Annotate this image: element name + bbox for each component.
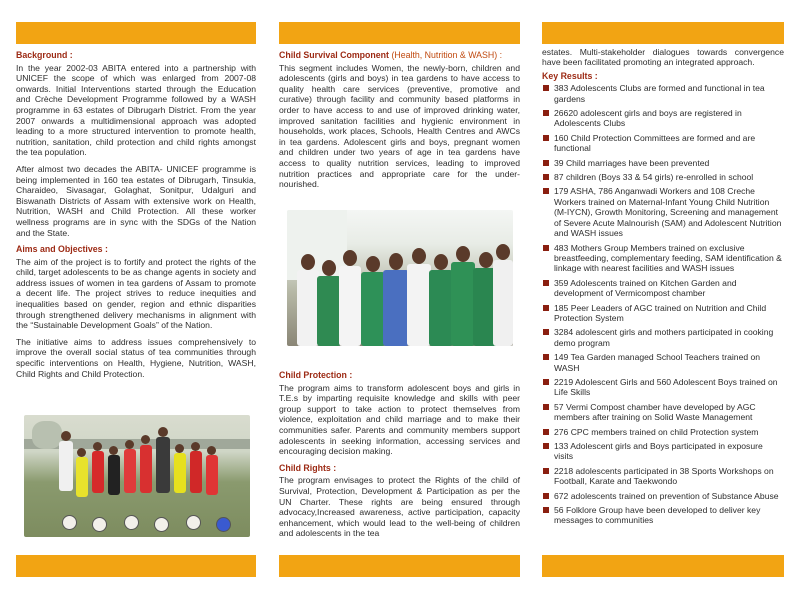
list-item: 179 ASHA, 786 Anganwadi Workers and 108 Creche Workers trained on Maternal-Infant Young Child Nutrition (M-IYCN), Growth Monitoring, Screening and management of Severe Acute Malnourish (SAM) and Adolescent Nutrition and WASH issues xyxy=(542,186,784,238)
list-item: 2219 Adolescent Girls and 560 Adolescent Boys trained on Life Skills xyxy=(542,377,784,398)
list-item: 185 Peer Leaders of AGC trained on Nutrition and Child Protection System xyxy=(542,303,784,324)
panel-middle xyxy=(279,0,520,600)
list-item: 57 Vermi Compost chamber have developed by AGC members after training on Solid Waste Management xyxy=(542,402,784,423)
list-item: 672 adolescents trained on prevention of Substance Abuse xyxy=(542,491,784,501)
top-accent-bar xyxy=(542,22,784,44)
bottom-accent-bar xyxy=(542,555,784,577)
aims-paragraph-2: The initiative aims to address issues comprehensively to improve the overall social status of tea communities through specific interventions on Health, Hygiene, Nutrition, WASH, Child Rights and Child Protection. xyxy=(16,336,256,379)
panel-left xyxy=(16,0,256,600)
child-rights-paragraph: The program envisages to protect the Rights of the child of Survival, Protection, Development & Participation as per the UN Charter. These rights are being ensured through advocacy,Increased awareness, active participation, capacity enhancement, which would lead to the well-being of children and adolescents in the tea xyxy=(279,475,520,539)
panel-right xyxy=(542,0,784,600)
background-heading: Background : xyxy=(16,50,73,60)
child-survival-heading: Child Survival Component (Health, Nutrition & WASH) : xyxy=(279,50,503,60)
child-protection-heading: Child Protection : xyxy=(279,370,353,380)
list-item: 359 Adolescents trained on Kitchen Garden and development of Vermicompost chamber xyxy=(542,278,784,299)
right-column-content xyxy=(542,47,784,530)
aims-paragraph-1: The aim of the project is to fortify and protect the rights of the child, target adolescents to be as change agents in society and address issues of women in tea gardens of Assam to promote a decent life. The project strives to reduce inequities and inequalities based on gender, region and ethnic disparities through strengthened delivery mechanisms in alignment with the “Sustainable Development Goals” of the Nation. xyxy=(16,256,256,331)
child-survival-paragraph: This segment includes Women, the newly-born, children and adolescents (girls and boys) in tea gardens to have access to quality health care services (preventive, promotive and curative) through facility and community based platforms in order to have access to and use of improved drinking water, improved sanitation facilities and hygienic environment in households, work places, Schools, Health Centres and AWCs in tea gardens. Adolescent girls and boys, pregnant women and children under two years of age in tea gardens have access to quality nutrition services, leading to improved nutrition practices and appropriate care for the under-nourished. xyxy=(279,62,520,190)
bottom-accent-bar xyxy=(279,555,520,577)
top-accent-bar xyxy=(279,22,520,44)
list-item: 2218 adolescents participated in 38 Sports Workshops on Football, Karate and Taekwondo xyxy=(542,466,784,487)
background-paragraph-2: After almost two decades the ABITA- UNICEF programme is being implemented in 160 tea estates of Dibrugarh, Tinsukia, Charaideo, Sivasagar, Golaghat, Sonitpur, Udalguri and Biswanath Districts of Assam with extensive work on Health, Nutrition, WASH and Child Protection. All these worker wellness programs are in sync with the SDGs of the Nation and the State. xyxy=(16,163,256,238)
list-item: 56 Folklore Group have been developed to deliver key messages to communities xyxy=(542,505,784,526)
list-item: 26620 adolescent girls and boys are registered in Adolescents Clubs xyxy=(542,108,784,129)
continued-rights-text: estates. Multi-stakeholder dialogues towards convergence have been facilitated promoting an integrated approach. xyxy=(542,47,784,68)
list-item: 276 CPC members trained on child Protection system xyxy=(542,427,784,437)
list-item: 383 Adolescents Clubs are formed and functional in tea gardens xyxy=(542,83,784,104)
child-protection-paragraph: The program aims to transform adolescent boys and girls in T.E.s by imparting requisite knowledge and skills with peer group support to take action to protect themselves from violence, exploitation and child marriage and to make their communities safer. Parents and community members support adolescents in seeking information, accessing services and encouraging decision making. xyxy=(279,382,520,457)
list-item: 160 Child Protection Committees are formed and are functional xyxy=(542,133,784,154)
football-team-photo xyxy=(24,415,250,537)
aims-heading: Aims and Objectives : xyxy=(16,244,108,255)
middle-column-content-top xyxy=(279,50,520,196)
left-column-content xyxy=(16,50,256,385)
key-results-heading: Key Results : xyxy=(542,70,598,81)
bottom-accent-bar xyxy=(16,555,256,577)
list-item: 133 Adolescent girls and Boys participated in exposure visits xyxy=(542,441,784,462)
children-group-photo xyxy=(287,210,513,346)
list-item: 87 children (Boys 33 & 54 girls) re-enrolled in school xyxy=(542,172,784,182)
child-rights-heading: Child Rights : xyxy=(279,462,337,473)
list-item: 39 Child marriages have been prevented xyxy=(542,158,784,168)
middle-column-content-bottom xyxy=(279,370,520,545)
key-results-list xyxy=(542,83,784,526)
list-item: 483 Mothers Group Members trained on exclusive breastfeeding, complementary feeding, SAM identification & linkage with nearest facilities and WASH issues xyxy=(542,243,784,274)
list-item: 149 Tea Garden managed School Teachers trained on WASH xyxy=(542,352,784,373)
background-paragraph-1: In the year 2002-03 ABITA entered into a partnership with UNICEF the scope of which was enlarged from 2007-08 onwards. Initial Interventions started through the Education and Crèche Development Programme followed by a WASH programme in 63 estates of Dibrugarh District. From the year 2007 onwards a multidimensional approach was adopted leading to a more structured intervention to promote health, nutrition, sanitation, child protection and child rights amongst the tea population. xyxy=(16,62,256,158)
list-item: 3284 adolescent girls and mothers participated in cooking demo program xyxy=(542,327,784,348)
top-accent-bar xyxy=(16,22,256,44)
